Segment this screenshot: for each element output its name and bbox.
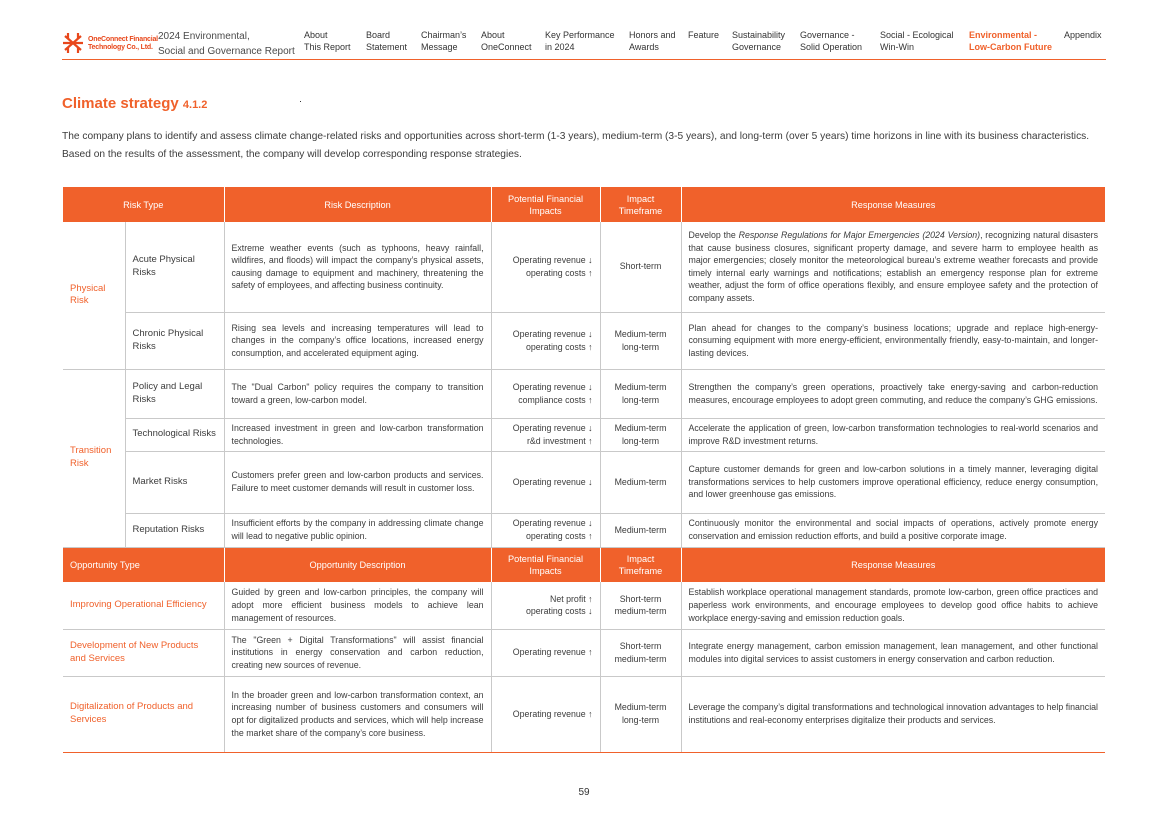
header-impact-timeframe: Impact Timeframe: [600, 547, 681, 582]
nav-label: Environmental -: [969, 30, 1038, 40]
report-title-line-1: 2024 Environmental,: [158, 31, 250, 42]
nav-label: About: [304, 30, 328, 40]
nav-label: Social - Ecological: [880, 30, 954, 40]
nav-label: Appendix: [1064, 30, 1102, 40]
timeframe-line: Short-term: [619, 640, 662, 651]
financial-impact-line: Operating revenue ↓: [512, 255, 593, 266]
financial-impact-line: Operating revenue ↓: [512, 518, 593, 529]
stray-dot: [300, 101, 301, 102]
intro-paragraph: The company plans to identify and assess climate change-related risks and opportunities across short-term (1-3 years), medium-term (3-5 years), and long-term (over 5 years) time horizons in line with its business characteristics. Based on the results of the assessment, the company will develop corresponding response strategies.: [62, 131, 1090, 160]
timeframe-line: medium-term: [614, 606, 667, 617]
financial-impact-cell: [491, 582, 600, 629]
timeframe-line: Medium-term: [614, 381, 667, 392]
header-response-measures: Response Measures: [681, 547, 1105, 582]
table-row: [63, 451, 1105, 513]
financial-impact-cell: [491, 369, 600, 418]
financial-impact-cell: [491, 418, 600, 451]
opportunity-header-row: [63, 547, 1105, 582]
logo-text: [88, 36, 158, 52]
subtype-cell: Policy and Legal Risks: [125, 369, 224, 418]
financial-impact-line: operating costs ↓: [526, 606, 593, 617]
table-row: [63, 222, 1105, 312]
financial-impact-line: operating costs ↑: [526, 531, 593, 541]
response-cell: Continuously monitor the environmental and social impacts of operations, actively promote energy conservation and emission reduction efforts, and build a positive corporate image.: [681, 513, 1105, 547]
nav-label: This Report: [304, 42, 351, 52]
nav-honors-awards[interactable]: [629, 29, 676, 53]
category-physical-risk: Physical Risk: [63, 222, 125, 369]
timeframe-cell: [600, 369, 681, 418]
header-financial-impacts: Potential Financial Impacts: [491, 547, 600, 582]
financial-impact-line: r&d investment ↑: [527, 435, 593, 446]
timeframe-cell: Short-term: [600, 222, 681, 312]
category-transition-risk: Transition Risk: [63, 369, 125, 547]
nav-label: OneConnect: [481, 42, 532, 52]
financial-impact-line: Operating revenue ↓: [512, 422, 593, 433]
header-impact-timeframe: Impact Timeframe: [600, 187, 681, 222]
timeframe-line: Medium-term: [614, 422, 667, 433]
response-text: Develop the: [688, 229, 739, 240]
logo-knot-icon: [62, 31, 84, 55]
timeframe-line: medium-term: [614, 653, 667, 664]
response-cell: Integrate energy management, carbon emission management, lean management, and other functional modules into digital services to assist customers in energy conservation and carbon reduction.: [681, 629, 1105, 676]
financial-impact-line: operating costs ↑: [526, 267, 593, 278]
financial-impact-cell: [491, 222, 600, 312]
header-risk-type: Risk Type: [63, 187, 224, 222]
nav-label: Board: [366, 30, 391, 40]
risk-header-row: [63, 187, 1105, 222]
nav-label: About: [481, 30, 505, 40]
description-cell: Customers prefer green and low-carbon products and services. Failure to meet customer demands will result in customer loss.: [224, 451, 491, 513]
description-cell: Rising sea levels and increasing temperatures will lead to changes in the company’s office locations, increased energy consumption, and accelerated equipment aging.: [224, 312, 491, 369]
timeframe-line: long-term: [621, 341, 660, 352]
nav-label: Statement: [366, 42, 408, 52]
description-cell: Extreme weather events (such as typhoons, heavy rainfall, wildfires, and floods) will impact the company’s physical assets, causing damage to equipment and machinery, threatening the safety of employees, and affecting business continuity.: [224, 222, 491, 312]
header-opportunity-description: Opportunity Description: [224, 547, 491, 582]
report-title: [158, 29, 295, 59]
subtype-cell: Acute Physical Risks: [125, 222, 224, 312]
section-title: [62, 95, 207, 112]
timeframe-cell: [600, 582, 681, 629]
page-header: [62, 28, 1106, 60]
table-row: [63, 582, 1105, 629]
financial-impact-line: Operating revenue ↓: [512, 328, 593, 339]
financial-impact-cell: Operating revenue ↑: [491, 629, 600, 676]
nav-label: in 2024: [545, 42, 575, 52]
nav-label: Governance -: [800, 30, 855, 40]
nav-label: Solid Operation: [800, 42, 863, 52]
climate-risk-opportunity-table: [63, 187, 1105, 753]
logo-text-line-1: OneConnect Financial: [88, 36, 158, 43]
opportunity-type-cell: Digitalization of Products and Services: [63, 676, 224, 752]
opportunity-type-cell: Development of New Products and Services: [63, 629, 224, 676]
logo-text-line-2: Technology Co., Ltd.: [88, 44, 153, 51]
table-row: [63, 418, 1105, 451]
page-number: 59: [578, 787, 590, 798]
regulation-title: Response Regulations for Major Emergencies (2024 Version): [738, 229, 981, 240]
timeframe-line: long-term: [621, 715, 660, 725]
timeframe-cell: [600, 676, 681, 752]
timeframe-cell: [600, 418, 681, 451]
financial-impact-cell: [491, 513, 600, 547]
table-row: [63, 513, 1105, 547]
nav-label: Awards: [629, 42, 659, 52]
financial-impact-cell: Operating revenue ↓: [491, 451, 600, 513]
description-cell: In the broader green and low-carbon transformation context, an increasing number of business customers and consumers will opt for digitalized products and services, which will help increase the market share of the company’s core business.: [224, 676, 491, 752]
timeframe-cell: Medium-term: [600, 513, 681, 547]
response-cell: Plan ahead for changes to the company’s business locations; upgrade and replace high-energy-consuming equipment with more energy-efficient, environmentally friendly, easy-to-maintain, and longer-lasting devices.: [681, 312, 1105, 369]
nav-label: Governance: [732, 42, 782, 52]
description-cell: Increased investment in green and low-carbon transformation technologies.: [224, 418, 491, 451]
section-title-text: Climate strategy: [62, 95, 179, 112]
nav-key-performance[interactable]: [545, 29, 615, 53]
timeframe-line: Short-term: [619, 593, 662, 604]
response-cell: Accelerate the application of green, low-carbon transformation technologies to real-world scenarios and improve R&D investment returns.: [681, 418, 1105, 451]
nav-about-oneconnect[interactable]: [481, 29, 532, 53]
table-row: [63, 369, 1105, 418]
subtype-cell: Technological Risks: [125, 418, 224, 451]
response-cell: Establish workplace operational management standards, promote low-carbon, green office practices and paperless work environments, and encourage employees to develop good office habits to achieve workplace energy-saving and emission reduction goals.: [681, 582, 1105, 629]
financial-impact-line: compliance costs ↑: [518, 394, 593, 405]
nav-label: Feature: [688, 30, 720, 40]
report-title-line-2: Social and Governance Report: [158, 46, 295, 57]
description-cell: The "Green + Digital Transformations" will assist financial institutions in energy conservation and carbon reduction, creating new sources of revenue.: [224, 629, 491, 676]
timeframe-line: Medium-term: [614, 328, 667, 339]
description-cell: The "Dual Carbon" policy requires the company to transition toward a green, low-carbon model.: [224, 369, 491, 418]
response-cell: Strengthen the company’s green operations, proactively take energy-saving and carbon-reduction measures, encourage employees to adopt green commuting, and reduce the company’s GHG emissions.: [681, 369, 1105, 418]
header-opportunity-type: Opportunity Type: [63, 547, 224, 582]
company-logo: [62, 31, 158, 55]
timeframe-cell: Medium-term: [600, 451, 681, 513]
subtype-cell: Chronic Physical Risks: [125, 312, 224, 369]
financial-impact-line: Operating revenue ↓: [512, 381, 593, 392]
opportunity-type-cell: Improving Operational Efficiency: [63, 582, 224, 629]
header-risk-description: Risk Description: [224, 187, 491, 222]
nav-label: Key Performance: [545, 30, 615, 40]
header-financial-impacts: Potential Financial Impacts: [491, 187, 600, 222]
header-response-measures: Response Measures: [681, 187, 1105, 222]
nav-label: Chairman’s: [421, 30, 467, 40]
nav-label: Sustainability: [732, 30, 786, 40]
timeframe-cell: [600, 629, 681, 676]
financial-impact-cell: Operating revenue ↑: [491, 676, 600, 752]
description-cell: Insufficient efforts by the company in addressing climate change will lead to negative public opinion.: [224, 513, 491, 547]
financial-impact-cell: [491, 312, 600, 369]
timeframe-cell: [600, 312, 681, 369]
nav-label: Win-Win: [880, 42, 914, 52]
table-row: [63, 629, 1105, 676]
nav-label: Message: [421, 42, 458, 52]
subtype-cell: Reputation Risks: [125, 513, 224, 547]
response-cell: [681, 222, 1105, 312]
nav-social-ecological[interactable]: [880, 29, 954, 53]
timeframe-line: long-term: [621, 394, 660, 405]
subtype-cell: Market Risks: [125, 451, 224, 513]
section-number: 4.1.2: [182, 99, 208, 111]
response-cell: Leverage the company’s digital transformations and technological innovation advantages to help financial institutions and real-economy enterprises digitalize their products and services.: [681, 676, 1105, 752]
timeframe-line: Medium-term: [614, 702, 667, 713]
nav-appendix[interactable]: [1064, 29, 1102, 41]
nav-label: Honors and: [629, 30, 676, 40]
financial-impact-line: operating costs ↑: [526, 341, 593, 352]
nav-sustainability-governance[interactable]: [732, 29, 785, 53]
table-row: [63, 676, 1105, 752]
financial-impact-line: Net profit ↑: [549, 593, 593, 604]
nav-label: Low-Carbon Future: [969, 42, 1052, 52]
timeframe-line: long-term: [621, 435, 660, 446]
nav-board-statement[interactable]: [366, 29, 407, 53]
nav-about-this-report[interactable]: [304, 29, 351, 53]
response-cell: Capture customer demands for green and low-carbon solutions in a timely manner, leveraging digital transformations services to help customers improve operational efficiency, reduce energy consumption, and lower greenhouse gas emissions.: [681, 451, 1105, 513]
nav-environmental-low-carbon[interactable]: [969, 29, 1052, 53]
nav-chairmans-message[interactable]: [421, 29, 466, 53]
nav-governance-solid-operation[interactable]: [800, 29, 862, 53]
response-text: , recognizing natural disasters that cause business closures, significant property damage, and severe harm to employee health as major emergencies; closely monitor the meteorological bureau’s extreme weather forecasts and provide timely internal early warnings and notifications; establish an emergency response plan for extreme weather, adjust the form of office operations flexibly, and ensure employee safety and the protection of company assets.: [688, 229, 1099, 303]
description-cell: Guided by green and low-carbon principles, the company will adopt more efficient business models to achieve lean management of resources.: [224, 582, 491, 629]
table-row: [63, 312, 1105, 369]
nav-feature[interactable]: [688, 29, 719, 41]
